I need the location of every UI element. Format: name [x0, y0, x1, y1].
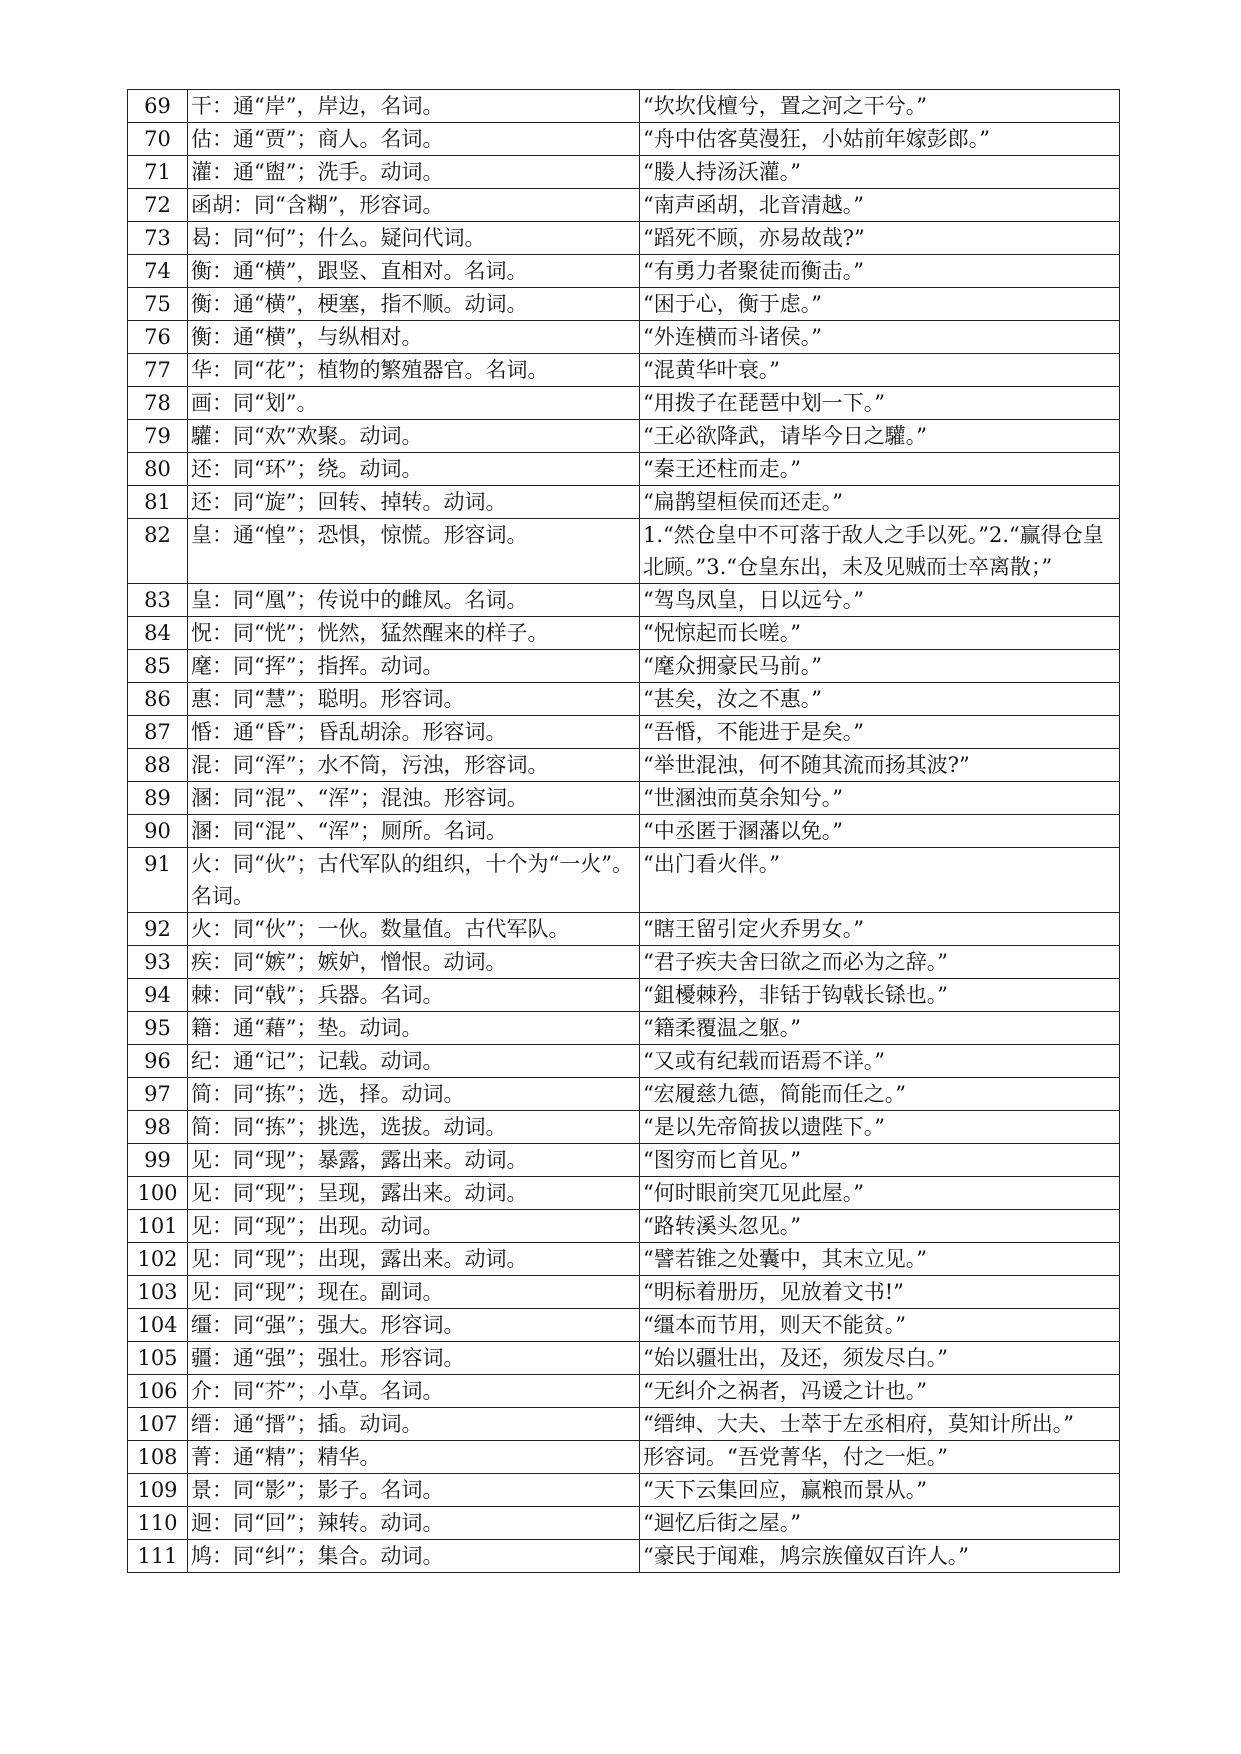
table-row — [128, 123, 1120, 156]
row-number: 80 — [128, 453, 188, 486]
table-row — [128, 946, 1120, 979]
example-cell: “世溷浊而莫余知兮。” — [640, 782, 1120, 815]
row-number: 97 — [128, 1078, 188, 1111]
definition-cell: 驩：同“欢”欢聚。动词。 — [188, 420, 640, 453]
table-row — [128, 1243, 1120, 1276]
table-row — [128, 716, 1120, 749]
row-number: 90 — [128, 815, 188, 848]
definition-cell: 惛：通“昏”；昏乱胡涂。形容词。 — [188, 716, 640, 749]
row-number: 110 — [128, 1507, 188, 1540]
example-cell: “南声函胡，北音清越。” — [640, 189, 1120, 222]
example-cell: “出门看火伴。” — [640, 848, 1120, 913]
row-number: 84 — [128, 617, 188, 650]
row-number: 99 — [128, 1144, 188, 1177]
row-number: 105 — [128, 1342, 188, 1375]
example-cell: “甚矣，汝之不惠。” — [640, 683, 1120, 716]
row-number: 79 — [128, 420, 188, 453]
row-number: 93 — [128, 946, 188, 979]
row-number: 81 — [128, 486, 188, 519]
definition-cell: 棘：同“戟”；兵器。名词。 — [188, 979, 640, 1012]
table-row — [128, 1309, 1120, 1342]
table-row — [128, 1276, 1120, 1309]
table-row — [128, 1540, 1120, 1573]
row-number: 88 — [128, 749, 188, 782]
row-number: 86 — [128, 683, 188, 716]
definition-cell: 介：同“芥”；小草。名词。 — [188, 1375, 640, 1408]
definition-cell: 见：同“现”；现在。副词。 — [188, 1276, 640, 1309]
row-number: 69 — [128, 90, 188, 123]
table-row — [128, 1507, 1120, 1540]
example-cell: “中丞匿于溷藩以免。” — [640, 815, 1120, 848]
row-number: 77 — [128, 354, 188, 387]
table-row — [128, 1177, 1120, 1210]
definition-cell: 简：同“拣”；挑选，选拔。动词。 — [188, 1111, 640, 1144]
definition-cell: 疆：通“强”；强壮。形容词。 — [188, 1342, 640, 1375]
definition-cell: 混：同“浑”；水不筒，污浊，形容词。 — [188, 749, 640, 782]
row-number: 104 — [128, 1309, 188, 1342]
example-cell: “外连横而斗诸侯。” — [640, 321, 1120, 354]
table-row — [128, 222, 1120, 255]
table-row — [128, 650, 1120, 683]
definition-cell: 籍：通“藉”；垫。动词。 — [188, 1012, 640, 1045]
row-number: 109 — [128, 1474, 188, 1507]
table-row — [128, 749, 1120, 782]
example-cell: “蹈死不顾，亦易故哉?” — [640, 222, 1120, 255]
definition-cell: 衡：通“横”，梗塞，指不顺。动词。 — [188, 288, 640, 321]
row-number: 70 — [128, 123, 188, 156]
definition-cell: 估：通“贾”；商人。名词。 — [188, 123, 640, 156]
example-cell: “宏履慈九德，简能而任之。” — [640, 1078, 1120, 1111]
table-row — [128, 1210, 1120, 1243]
table-row — [128, 1408, 1120, 1441]
definition-cell: 火：同“伙”；一伙。数量值。古代军队。 — [188, 913, 640, 946]
example-cell: “籍柔覆温之躯。” — [640, 1012, 1120, 1045]
example-cell: “坎坎伐檀兮，置之河之干兮。” — [640, 90, 1120, 123]
row-number: 72 — [128, 189, 188, 222]
row-number: 95 — [128, 1012, 188, 1045]
definition-cell: 还：同“旋”；回转、掉转。动词。 — [188, 486, 640, 519]
example-cell: “混黄华叶衰。” — [640, 354, 1120, 387]
example-cell: “用拨子在琵琶中划一下。” — [640, 387, 1120, 420]
row-number: 103 — [128, 1276, 188, 1309]
example-cell: “明标着册历，见放着文书!” — [640, 1276, 1120, 1309]
table-row — [128, 584, 1120, 617]
definition-cell: 皇：同“凰”；传说中的雌凤。名词。 — [188, 584, 640, 617]
row-number: 74 — [128, 255, 188, 288]
row-number: 91 — [128, 848, 188, 913]
example-cell: “驾鸟凤皇，日以远兮。” — [640, 584, 1120, 617]
row-number: 100 — [128, 1177, 188, 1210]
example-cell: 形容词。“吾党菁华，付之一炬。” — [640, 1441, 1120, 1474]
table-row — [128, 1111, 1120, 1144]
example-cell: “君子疾夫舍曰欲之而必为之辞。” — [640, 946, 1120, 979]
row-number: 106 — [128, 1375, 188, 1408]
row-number: 76 — [128, 321, 188, 354]
example-cell: “天下云集回应，赢粮而景从。” — [640, 1474, 1120, 1507]
example-cell: “何时眼前突兀见此屋。” — [640, 1177, 1120, 1210]
definition-cell: 疾：同“嫉”；嫉妒，憎恨。动词。 — [188, 946, 640, 979]
table-row — [128, 486, 1120, 519]
table-row — [128, 255, 1120, 288]
table-row — [128, 90, 1120, 123]
table-row — [128, 617, 1120, 650]
tongjiazi-table — [127, 89, 1120, 1573]
row-number: 101 — [128, 1210, 188, 1243]
definition-cell: 灌：通“盥”；洗手。动词。 — [188, 156, 640, 189]
definition-cell: 鸠：同“纠”；集合。动词。 — [188, 1540, 640, 1573]
table-row — [128, 683, 1120, 716]
definition-cell: 怳：同“恍”；恍然，猛然醒来的样子。 — [188, 617, 640, 650]
table-row — [128, 1012, 1120, 1045]
definition-cell: 见：同“现”；出现。动词。 — [188, 1210, 640, 1243]
table-row — [128, 453, 1120, 486]
table-row — [128, 1045, 1120, 1078]
definition-cell: 干：通“岸”，岸边，名词。 — [188, 90, 640, 123]
row-number: 85 — [128, 650, 188, 683]
definition-cell: 菁：通“精”；精华。 — [188, 1441, 640, 1474]
table-row — [128, 979, 1120, 1012]
definition-cell: 函胡：同“含糊”，形容词。 — [188, 189, 640, 222]
example-cell: “扁鹊望桓侯而还走。” — [640, 486, 1120, 519]
row-number: 96 — [128, 1045, 188, 1078]
table-row — [128, 913, 1120, 946]
definition-cell: 景：同“影”；影子。名词。 — [188, 1474, 640, 1507]
definition-cell: 见：同“现”；暴露，露出来。动词。 — [188, 1144, 640, 1177]
example-cell: “怳惊起而长嗟。” — [640, 617, 1120, 650]
row-number: 73 — [128, 222, 188, 255]
row-number: 92 — [128, 913, 188, 946]
table-row — [128, 1441, 1120, 1474]
example-cell: 1.“然仓皇中不可落于敌人之手以死。”2.“赢得仓皇北顾。”3.“仓皇东出，未及见贼而士卒离散；” — [640, 519, 1120, 584]
table-row — [128, 354, 1120, 387]
row-number: 83 — [128, 584, 188, 617]
table-row — [128, 519, 1120, 584]
table-row — [128, 420, 1120, 453]
table-row — [128, 1375, 1120, 1408]
example-cell: “是以先帝简拔以遗陛下。” — [640, 1111, 1120, 1144]
table-row — [128, 1474, 1120, 1507]
table-row — [128, 848, 1120, 913]
definition-cell: 溷：同“混”、“浑”；厕所。名词。 — [188, 815, 640, 848]
example-cell: “鉏櫌棘矜，非铦于钩戟长铩也。” — [640, 979, 1120, 1012]
table-row — [128, 1078, 1120, 1111]
row-number: 98 — [128, 1111, 188, 1144]
example-cell: “媵人持汤沃灌。” — [640, 156, 1120, 189]
example-cell: “缰本而节用，则天不能贫。” — [640, 1309, 1120, 1342]
definition-cell: 缙：通“搢”；插。动词。 — [188, 1408, 640, 1441]
example-cell: “秦王还柱而走。” — [640, 453, 1120, 486]
document-page — [127, 89, 1120, 1573]
example-cell: “瞎王留引定火乔男女。” — [640, 913, 1120, 946]
table-row — [128, 1342, 1120, 1375]
example-cell: “缙绅、大夫、士萃于左丞相府，莫知计所出。” — [640, 1408, 1120, 1441]
definition-cell: 简：同“拣”；选，择。动词。 — [188, 1078, 640, 1111]
table-row — [128, 321, 1120, 354]
example-cell: “麾众拥豪民马前。” — [640, 650, 1120, 683]
table-row — [128, 387, 1120, 420]
definition-cell: 火：同“伙”；古代军队的组织，十个为“一火”。名词。 — [188, 848, 640, 913]
row-number: 78 — [128, 387, 188, 420]
example-cell: “图穷而匕首见。” — [640, 1144, 1120, 1177]
row-number: 108 — [128, 1441, 188, 1474]
example-cell: “吾惛，不能进于是矣。” — [640, 716, 1120, 749]
row-number: 102 — [128, 1243, 188, 1276]
table-row — [128, 782, 1120, 815]
definition-cell: 麾：同“挥”；指挥。动词。 — [188, 650, 640, 683]
definition-cell: 见：同“现”；出现，露出来。动词。 — [188, 1243, 640, 1276]
table-row — [128, 1144, 1120, 1177]
example-cell: “举世混浊，何不随其流而扬其波?” — [640, 749, 1120, 782]
definition-cell: 溷：同“混”、“浑”；混浊。形容词。 — [188, 782, 640, 815]
row-number: 94 — [128, 979, 188, 1012]
table-body — [128, 90, 1120, 1573]
definition-cell: 缰：同“强”；强大。形容词。 — [188, 1309, 640, 1342]
example-cell: “豪民于闻难，鸠宗族僮奴百许人。” — [640, 1540, 1120, 1573]
row-number: 87 — [128, 716, 188, 749]
definition-cell: 惠：同“慧”；聪明。形容词。 — [188, 683, 640, 716]
table-row — [128, 815, 1120, 848]
row-number: 71 — [128, 156, 188, 189]
example-cell: “王必欲降武，请毕今日之驩。” — [640, 420, 1120, 453]
row-number: 111 — [128, 1540, 188, 1573]
definition-cell: 迥：同“回”；辣转。动词。 — [188, 1507, 640, 1540]
example-cell: “困于心，衡于虑。” — [640, 288, 1120, 321]
row-number: 89 — [128, 782, 188, 815]
example-cell: “有勇力者聚徒而衡击。” — [640, 255, 1120, 288]
definition-cell: 皇：通“惶”；恐惧，惊慌。形容词。 — [188, 519, 640, 584]
example-cell: “又或有纪载而语焉不详。” — [640, 1045, 1120, 1078]
row-number: 82 — [128, 519, 188, 584]
definition-cell: 见：同“现”；呈现，露出来。动词。 — [188, 1177, 640, 1210]
row-number: 75 — [128, 288, 188, 321]
definition-cell: 还：同“环”；绕。动词。 — [188, 453, 640, 486]
table-row — [128, 288, 1120, 321]
definition-cell: 华：同“花”；植物的繁殖器官。名词。 — [188, 354, 640, 387]
definition-cell: 纪：通“记”；记载。动词。 — [188, 1045, 640, 1078]
table-row — [128, 156, 1120, 189]
row-number: 107 — [128, 1408, 188, 1441]
example-cell: “迴忆后街之屋。” — [640, 1507, 1120, 1540]
example-cell: “无纠介之祸者，冯谖之计也。” — [640, 1375, 1120, 1408]
definition-cell: 衡：通“横”，与纵相对。 — [188, 321, 640, 354]
example-cell: “始以疆壮出，及还，须发尽白。” — [640, 1342, 1120, 1375]
definition-cell: 曷：同“何”；什么。疑问代词。 — [188, 222, 640, 255]
example-cell: “譬若锥之处囊中，其末立见。” — [640, 1243, 1120, 1276]
table-row — [128, 189, 1120, 222]
definition-cell: 画：同“划”。 — [188, 387, 640, 420]
definition-cell: 衡：通“横”，跟竖、直相对。名词。 — [188, 255, 640, 288]
example-cell: “舟中估客莫漫狂，小姑前年嫁彭郎。” — [640, 123, 1120, 156]
example-cell: “路转溪头忽见。” — [640, 1210, 1120, 1243]
